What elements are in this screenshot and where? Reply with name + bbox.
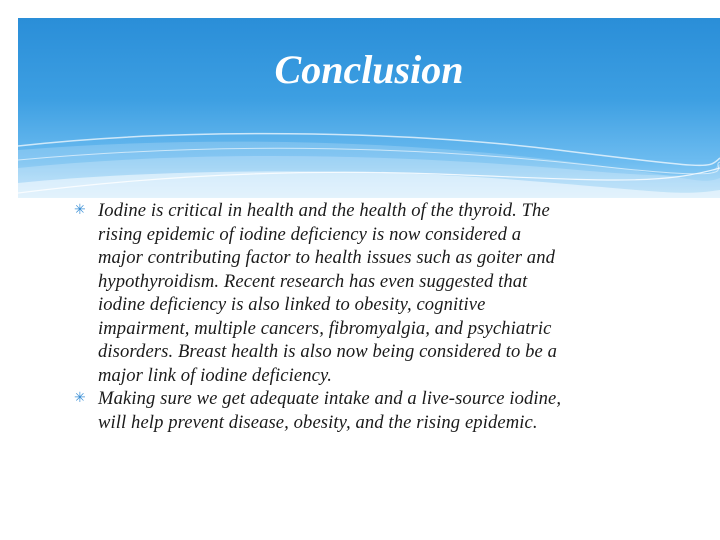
bullet-line: will help prevent disease, obesity, and the rising epidemic. [98, 411, 538, 433]
bullet-line: rising epidemic of iodine deficiency is now considered a [98, 223, 522, 245]
bullet-item [72, 387, 652, 434]
slide-title: Conclusion [274, 47, 464, 92]
bullet-line: impairment, multiple cancers, fibromyalgia, and psychiatric [98, 317, 552, 339]
header-band [18, 18, 720, 198]
bullet-line: hypothyroidism. Recent research has even suggested that [98, 270, 528, 292]
bullet-line: Making sure we get adequate intake and a live-source iodine, [98, 388, 562, 409]
asterisk-icon: ✳ [74, 203, 86, 218]
bullet-line: iodine deficiency is also linked to obesity, cognitive [98, 294, 486, 315]
bullet-line: Iodine is critical in health and the health of the thyroid. The [98, 200, 550, 221]
bullet-line: disorders. Breast health is also now being considered to be a [98, 341, 558, 362]
wave-decoration [18, 18, 720, 198]
bullet-item [72, 199, 652, 387]
bullet-line: major link of iodine deficiency. [98, 364, 333, 386]
bullet-line: major contributing factor to health issues such as goiter and [98, 247, 555, 268]
bullet-list [72, 199, 652, 434]
asterisk-icon: ✳ [74, 391, 86, 406]
